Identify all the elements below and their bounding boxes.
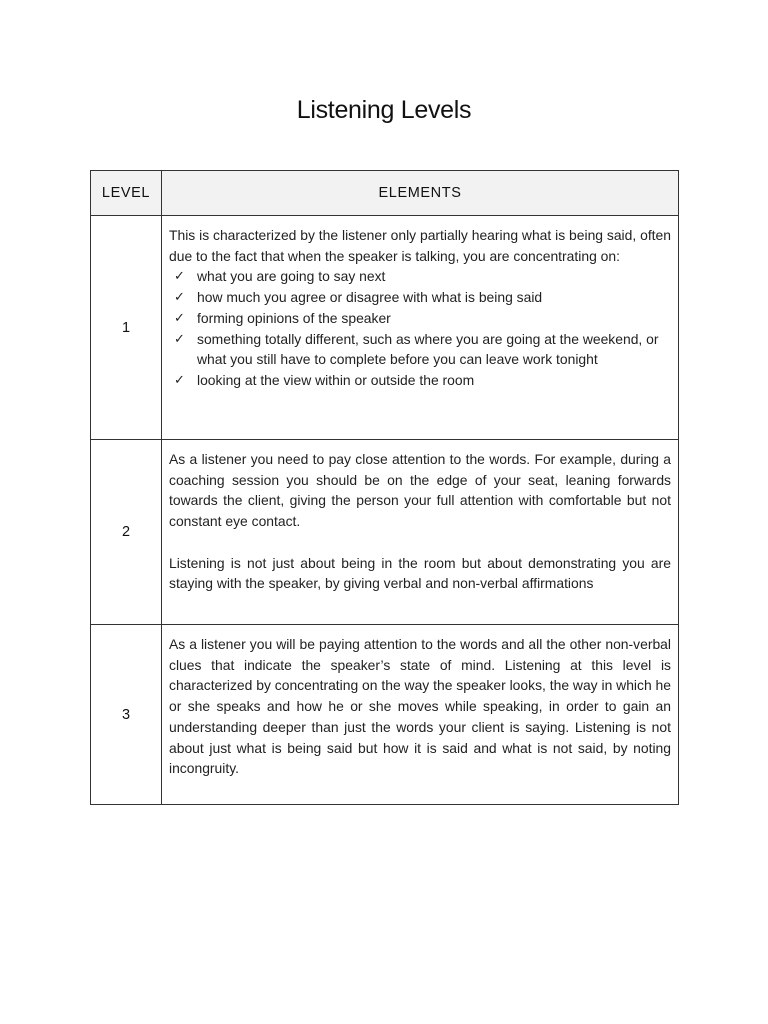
level-number: 2 <box>91 440 162 625</box>
list-item-text: how much you agree or disagree with what is being said <box>197 289 543 306</box>
header-elements: ELEMENTS <box>162 171 679 216</box>
list-item <box>169 370 671 391</box>
list-item-text: forming opinions of the speaker <box>197 309 391 326</box>
list-item-text: something totally different, such as where you are going at the weekend, or what you still have to complete before you can leave work tonight <box>197 330 659 368</box>
level-number: 1 <box>91 216 162 440</box>
level-number: 3 <box>91 625 162 805</box>
level-1-checklist <box>169 266 671 390</box>
header-level: LEVEL <box>91 171 162 216</box>
table-row <box>91 625 679 805</box>
check-icon: ✓ <box>174 309 185 325</box>
level-3-paragraph: As a listener you will be paying attention to the words and all the other non-verbal clues that indicate the speaker’s state of mind. Listening at this level is characterized by concentrating on the way the speaker looks, the way in which he or she speaks and how he or she moves while speaking, in order to gain an understanding deeper than just the words your client is saying. Listening is not about just what is being said but how it is said and what is not said, by noting incongruity. <box>169 636 671 777</box>
check-icon: ✓ <box>174 371 185 387</box>
page-title: Listening Levels <box>296 96 472 124</box>
level-1-intro: This is characterized by the listener only partially hearing what is being said, often due to the fact that when the speaker is talking, you are concentrating on: <box>169 227 671 264</box>
table-row <box>91 216 679 440</box>
listening-levels-table <box>90 170 679 805</box>
check-icon: ✓ <box>174 330 185 346</box>
list-item-text: looking at the view within or outside the room <box>197 371 475 388</box>
table-row <box>91 440 679 625</box>
table-header-row <box>91 171 679 216</box>
level-2-paragraph: Listening is not just about being in the room but about demonstrating you are staying with the speaker, by giving verbal and non-verbal affirmations <box>169 554 671 592</box>
elements-cell <box>162 216 679 440</box>
elements-cell <box>162 440 679 625</box>
list-item <box>169 266 671 287</box>
list-item <box>169 308 671 329</box>
check-icon: ✓ <box>174 268 185 284</box>
list-item-text: what you are going to say next <box>197 268 386 285</box>
check-icon: ✓ <box>174 289 185 305</box>
list-item <box>169 287 671 308</box>
elements-cell <box>162 625 679 805</box>
list-item <box>169 329 671 370</box>
level-2-paragraph: As a listener you need to pay close attention to the words. For example, during a coaching session you should be on the edge of your seat, leaning forwards towards the client, giving the person your full attention with comfortable but not constant eye contact. <box>169 451 671 530</box>
